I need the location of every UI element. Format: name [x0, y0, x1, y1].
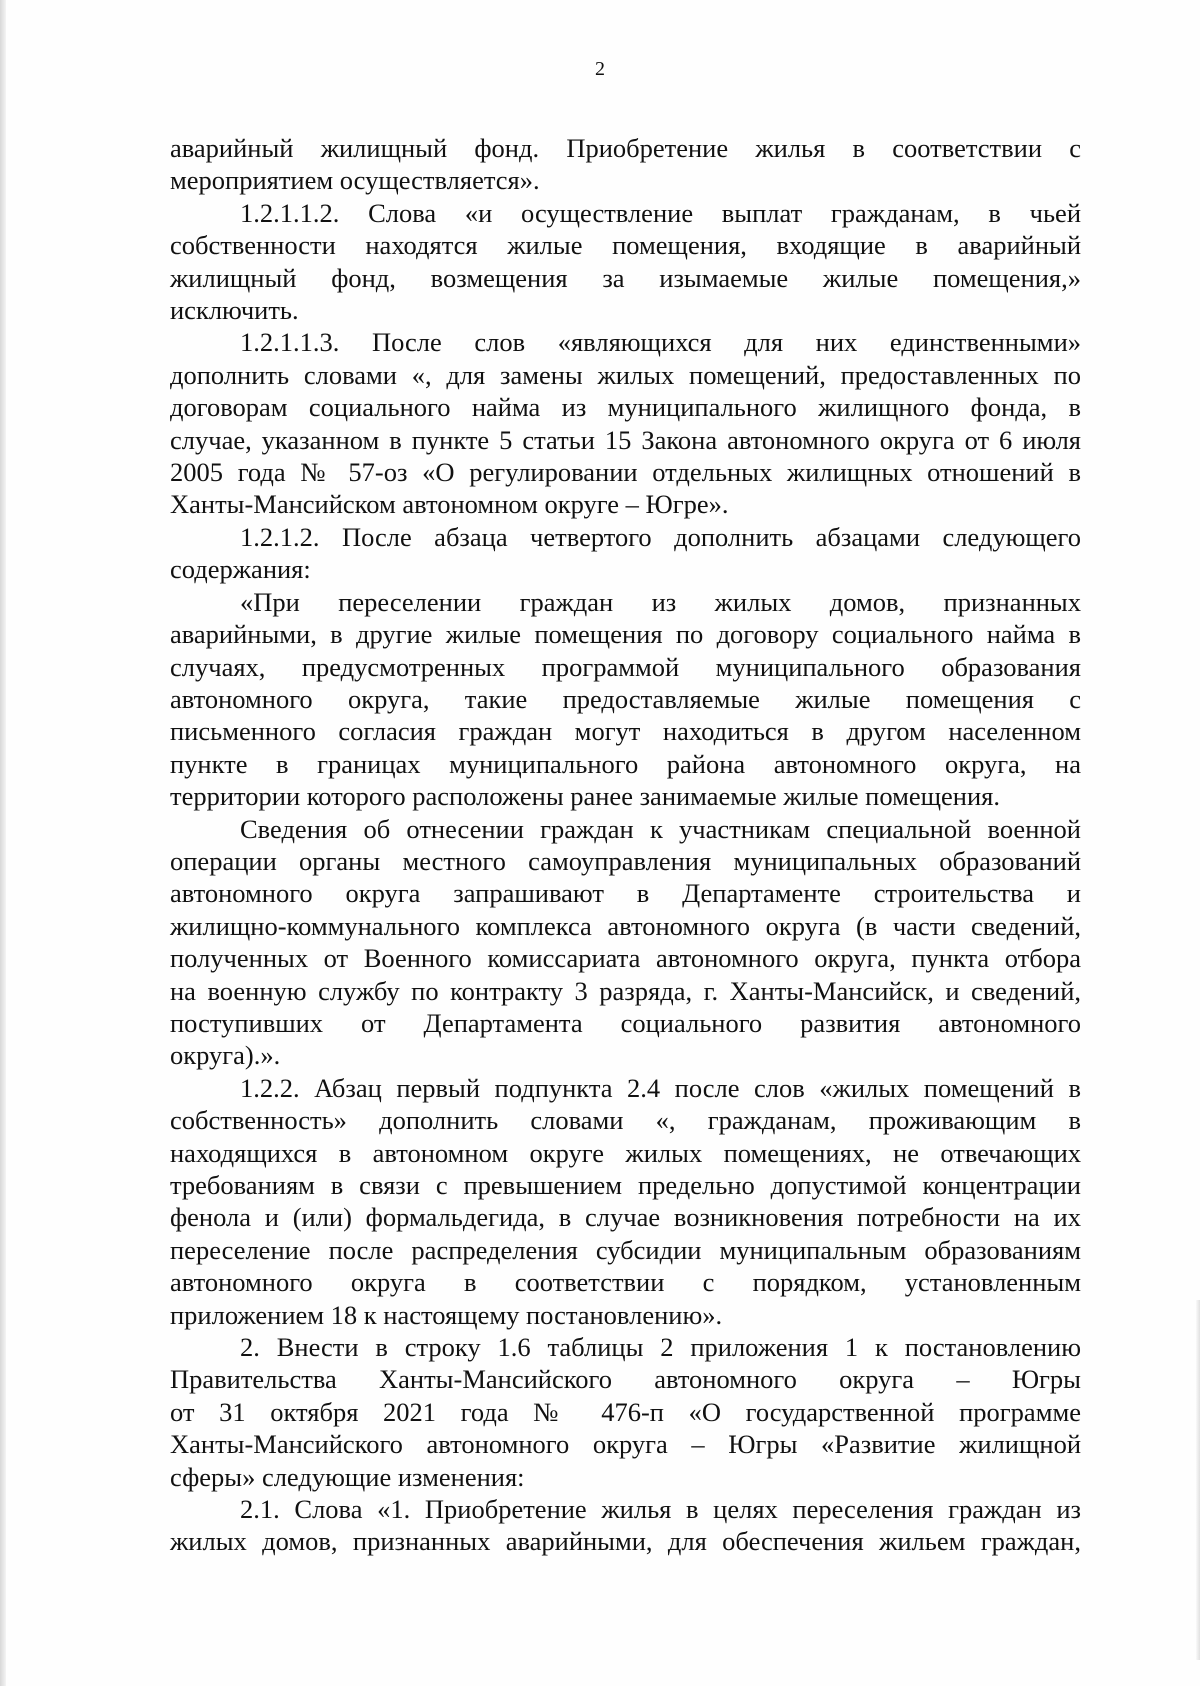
text-line: 2.1. Слова «1. Приобретение жилья в целях переселения граждан из: [240, 1494, 1081, 1525]
text-line: от 31 октября 2021 года № 476-п «О государственной программе: [170, 1396, 1081, 1427]
text-line: автономного округа, такие предоставляемые жилые помещения с: [170, 683, 1081, 714]
text-line: случаях, предусмотренных программой муниципального образования: [170, 651, 1081, 682]
scan-edge-left: [0, 0, 6, 1686]
text-line: Правительства Ханты-Мансийского автономного округа – Югры: [170, 1364, 1081, 1395]
text-line: «При переселении граждан из жилых домов, признанных: [240, 586, 1081, 617]
text-line: 2. Внести в строку 1.6 таблицы 2 приложения 1 к постановлению: [240, 1332, 1081, 1363]
text-line: исключить.: [170, 295, 299, 326]
document-body: [170, 132, 1081, 1558]
text-line: случае, указанном в пункте 5 статьи 15 Закона автономного округа от 6 июля: [170, 424, 1081, 455]
text-line: требованиям в связи с превышением предельно допустимой концентрации: [170, 1170, 1081, 1200]
text-line: 2005 года № 57-оз «О регулировании отдельных жилищных отношений в: [170, 457, 1081, 488]
text-line: Ханты-Мансийского автономного округа – Югры «Развитие жилищной: [170, 1429, 1081, 1460]
text-line: 1.2.1.2. После абзаца четвертого дополнить абзацами следующего: [240, 521, 1081, 552]
text-line: 1.2.1.1.3. После слов «являющихся для них единственными»: [240, 327, 1081, 358]
text-line: жилищно-коммунального комплекса автономного округа (в части сведений,: [170, 910, 1081, 941]
text-line: фенола и (или) формальдегида, в случае возникновения потребности на их: [170, 1202, 1081, 1233]
text-line: Сведения об отнесении граждан к участникам специальной военной: [240, 813, 1081, 844]
text-line: жилищный фонд, возмещения за изымаемые жилые помещения,»: [170, 262, 1081, 293]
text-line: дополнить словами «, для замены жилых помещений, предоставленных по: [170, 359, 1081, 390]
text-line: сферы» следующие изменения:: [170, 1461, 525, 1492]
text-line: на военную службу по контракту 3 разряда, г. Ханты-Мансийск, и сведений,: [170, 975, 1081, 1006]
text-line: автономного округа в соответствии с порядком, установленным: [170, 1267, 1081, 1298]
text-line: переселение после распределения субсидии муниципальным образованиям: [170, 1234, 1081, 1265]
text-line: территории которого расположены ранее занимаемые жилые помещения.: [170, 781, 1000, 812]
text-line: жилых домов, признанных аварийными, для обеспечения жильем граждан,: [170, 1526, 1081, 1557]
text-line: округа).».: [170, 1040, 281, 1071]
text-line: Ханты-Мансийском автономном округе – Югре».: [170, 489, 729, 520]
text-line: аварийный жилищный фонд. Приобретение жилья в соответствии с: [170, 133, 1081, 163]
text-line: собственности находятся жилые помещения, входящие в аварийный: [170, 230, 1081, 261]
text-line: автономного округа запрашивают в Департаменте строительства и: [170, 878, 1081, 909]
text-line: приложением 18 к настоящему постановлению».: [170, 1299, 723, 1330]
text-line: мероприятием осуществляется».: [170, 165, 540, 196]
text-line: операции органы местного самоуправления муниципальных образований: [170, 845, 1081, 876]
text-line: содержания:: [170, 554, 311, 585]
text-line: 1.2.2. Абзац первый подпункта 2.4 после слов «жилых помещений в: [240, 1072, 1081, 1103]
text-line: собственность» дополнить словами «, гражданам, проживающим в: [170, 1105, 1081, 1136]
page-number: 2: [595, 58, 605, 80]
text-line: поступивших от Департамента социального развития автономного: [170, 1007, 1081, 1038]
text-line: 1.2.1.1.2. Слова «и осуществление выплат гражданам, в чьей: [240, 197, 1081, 228]
scan-edge-right: [1196, 1300, 1200, 1660]
text-line: полученных от Военного комиссариата автономного округа, пункта отбора: [170, 943, 1081, 974]
text-line: договорам социального найма из муниципального жилищного фонда, в: [170, 392, 1081, 423]
text-line: письменного согласия граждан могут находиться в другом населенном: [170, 716, 1081, 747]
text-line: пункте в границах муниципального района автономного округа, на: [170, 748, 1081, 779]
text-line: аварийными, в другие жилые помещения по договору социального найма в: [170, 619, 1081, 650]
text-line: находящихся в автономном округе жилых помещениях, не отвечающих: [170, 1137, 1081, 1168]
